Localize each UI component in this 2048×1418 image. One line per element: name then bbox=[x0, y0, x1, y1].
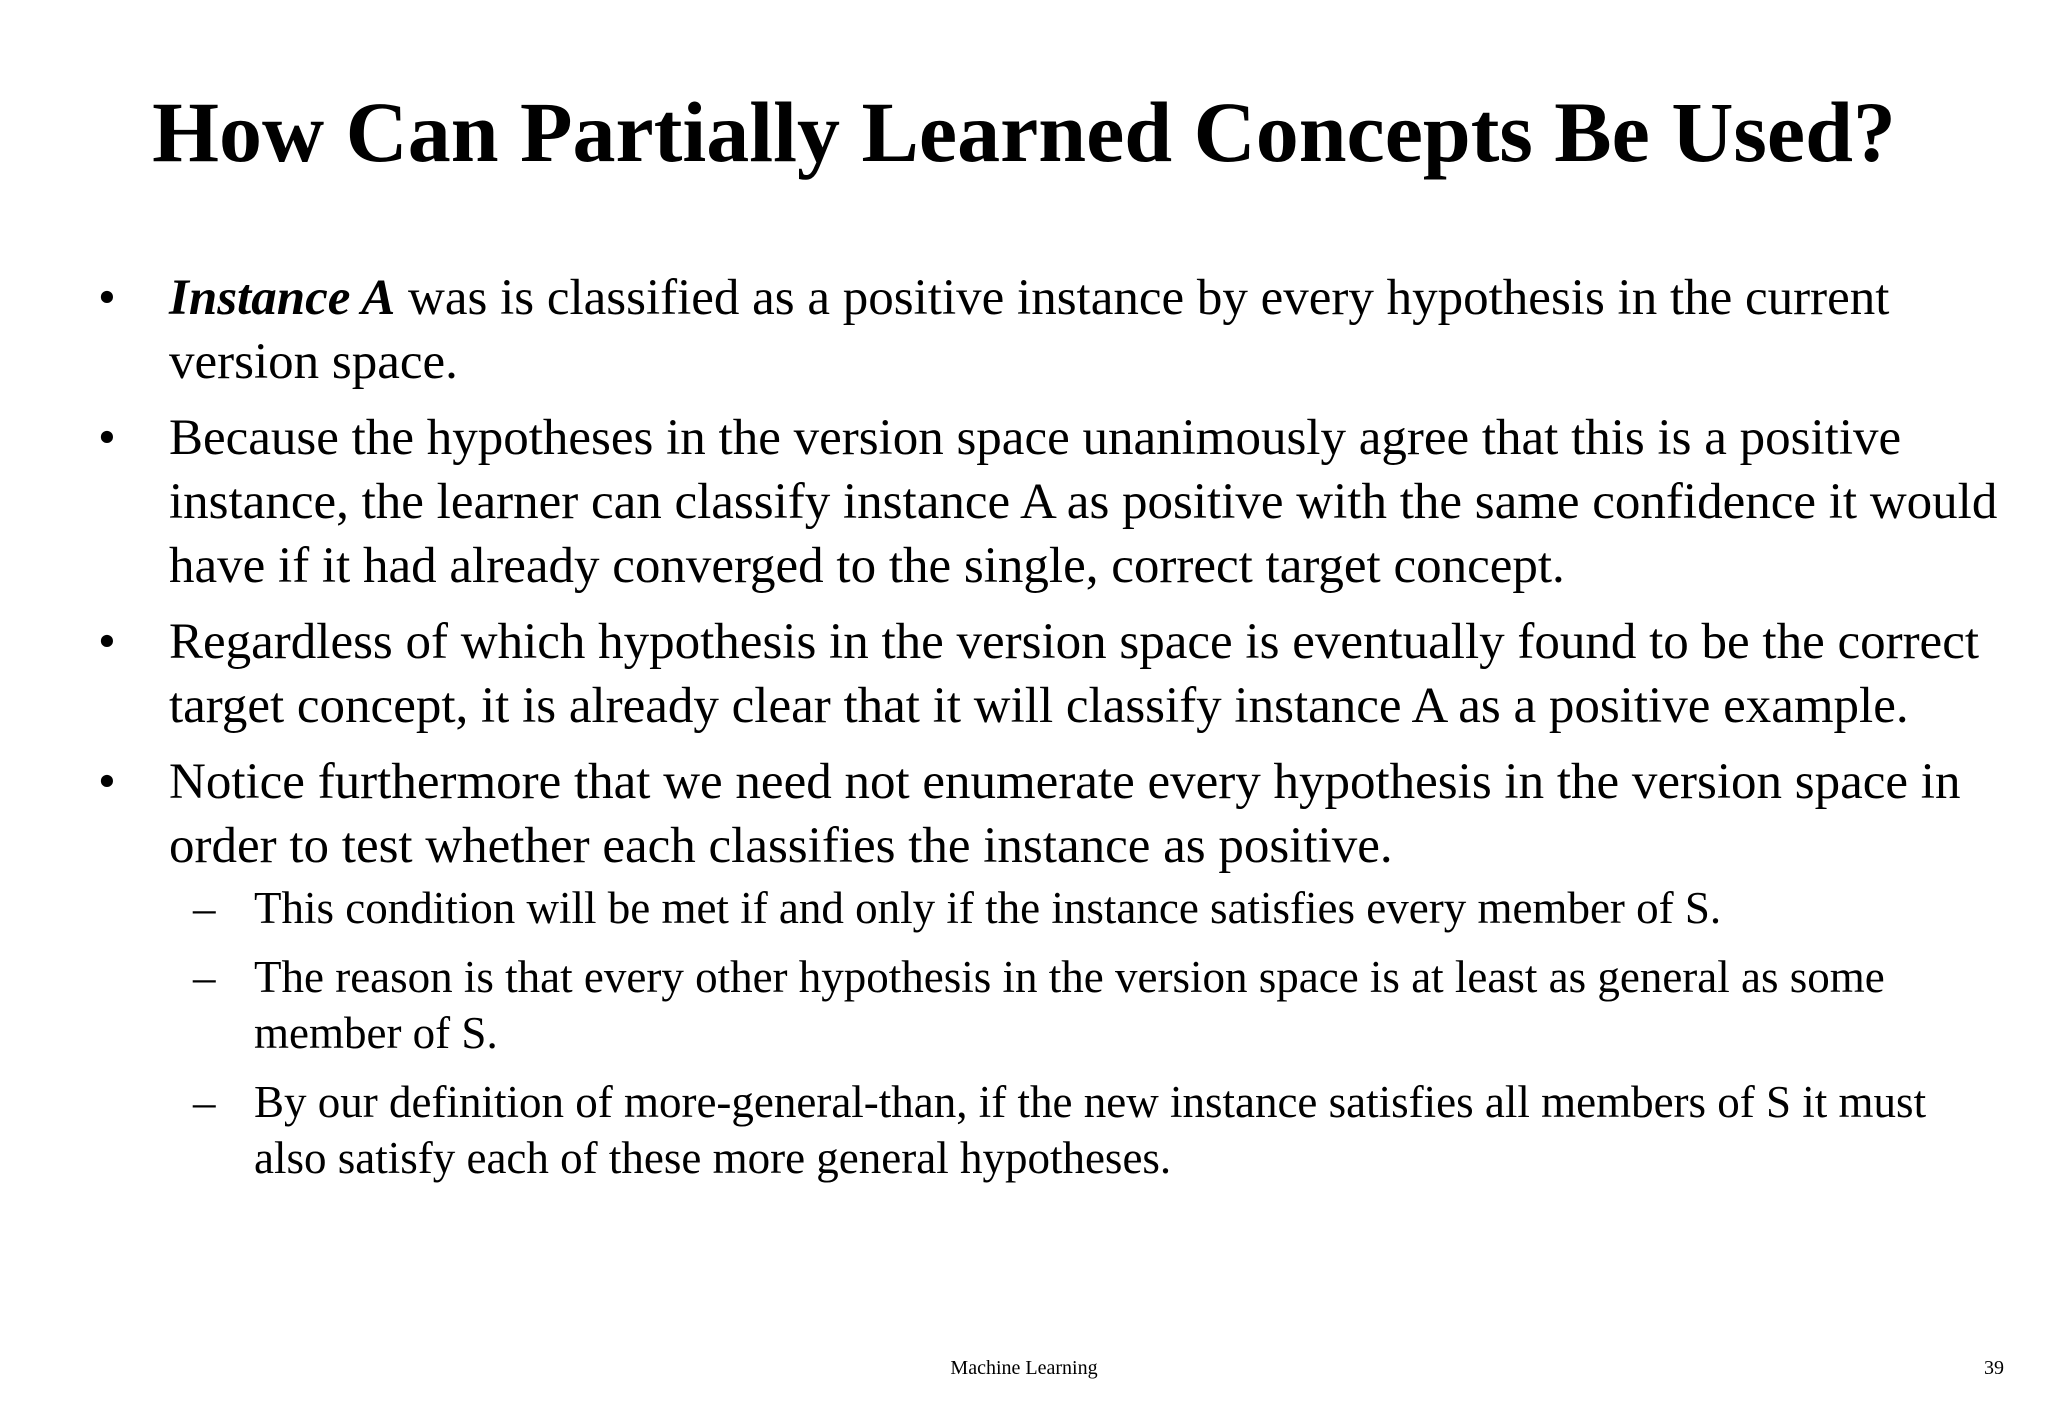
bullet-marker: • bbox=[98, 270, 116, 326]
bullet-text: Regardless of which hypothesis in the version space is eventually found to be the correct target concept, it is already clear that it will classify instance A as a positive example. bbox=[169, 614, 1980, 734]
sub-bullet-text: By our definition of more-general-than, if the new instance satisfies all members of S it must also satisfy each of these more general hypotheses. bbox=[254, 1077, 1927, 1183]
sub-bullet-text: This condition will be met if and only if the instance satisfies every member of S. bbox=[254, 883, 1722, 933]
bullet-text: was is classified as a positive instance by every hypothesis in the current version space. bbox=[169, 270, 1890, 390]
dash-marker: – bbox=[193, 883, 216, 933]
bullet-marker: • bbox=[98, 410, 116, 466]
bullet-marker: • bbox=[98, 754, 116, 810]
footer-course-name: Machine Learning bbox=[950, 1357, 1098, 1379]
bullet-text: Because the hypotheses in the version space unanimously agree that this is a positive instance, the learner can classify instance A as positive with the same confidence it would have if it had already converged to the single, correct target concept. bbox=[169, 410, 1998, 594]
sub-bullet-item bbox=[169, 1074, 1994, 1186]
footer-page-number: 39 bbox=[1984, 1357, 2004, 1379]
bullet-lead-term: Instance A bbox=[169, 270, 396, 326]
sub-bullet-item bbox=[169, 880, 1994, 936]
bullet-marker: • bbox=[98, 614, 116, 670]
slide-title: How Can Partially Learned Concepts Be Used? bbox=[152, 84, 1896, 180]
bullet-text: Notice furthermore that we need not enumerate every hypothesis in the version space in order to test whether each classifies the instance as positive. bbox=[169, 754, 1961, 874]
bullet-list bbox=[0, 266, 2048, 1199]
bullet-item bbox=[0, 266, 2009, 394]
dash-marker: – bbox=[193, 952, 216, 1002]
sub-bullet-item bbox=[169, 949, 1994, 1061]
bullet-item bbox=[0, 750, 2009, 1186]
bullet-item bbox=[0, 406, 2009, 598]
sub-bullet-list bbox=[169, 880, 2009, 1186]
sub-bullet-text: The reason is that every other hypothesis in the version space is at least as general as some member of S. bbox=[254, 952, 1885, 1058]
dash-marker: – bbox=[193, 1077, 216, 1127]
bullet-item bbox=[0, 610, 2009, 738]
